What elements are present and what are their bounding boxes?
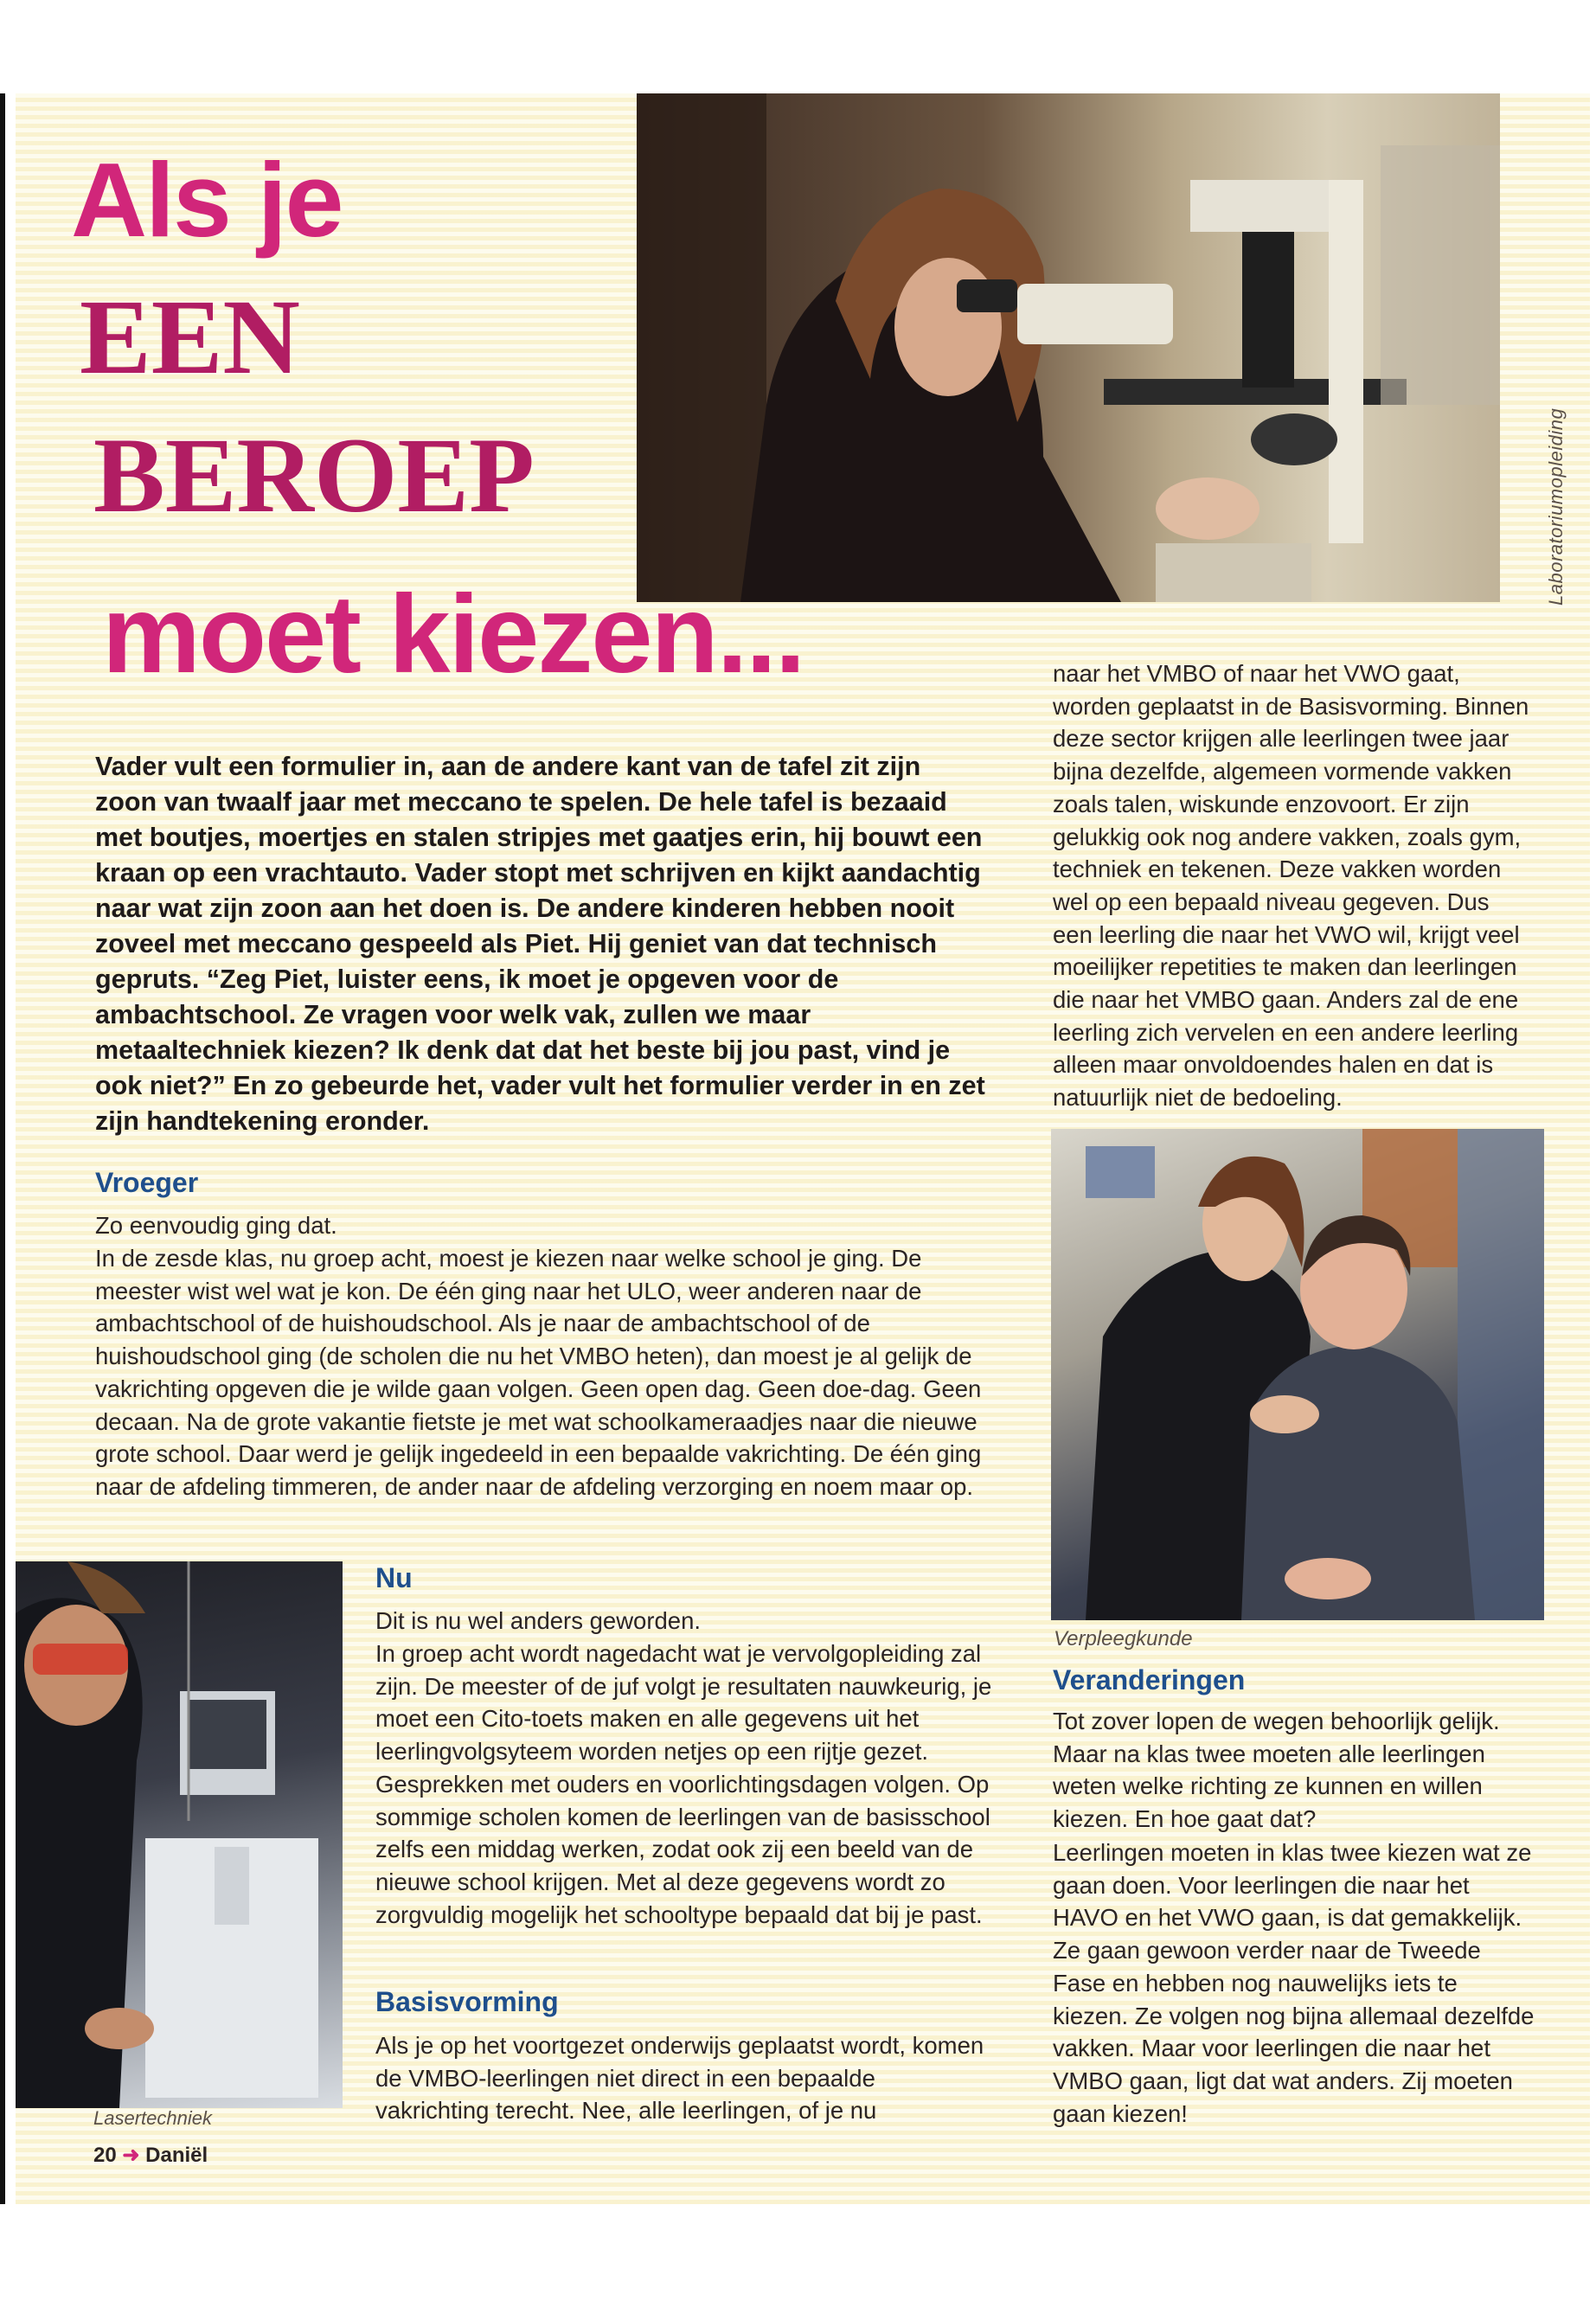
veranderingen-paragraph-1: Tot zover lopen de wegen behoorlijk gelijk. Maar na klas twee moeten alle leerlingen weten welke richting ze kunnen en willen kiezen. En hoe gaat dat? [1053, 1708, 1500, 1833]
lab-photo-caption: Laboratoriumopleiding [1545, 407, 1567, 606]
headline-line-2: EEN [80, 278, 300, 396]
nursing-photo [1051, 1129, 1544, 1620]
headline-line-1: Als je [71, 141, 343, 259]
veranderingen-paragraph-2: Leerlingen moeten in klas twee kiezen wat ze gaan doen. Voor leerlingen die naar het HAVO en het VWO gaan, is dat gemakkelijk. Ze gaan gewoon verder naar de Tweede Fase en hebben nog nauwelijks iets te kiezen. Ze volgen nog bijna allemaal dezelfde vakken. Maar voor leerlingen die naar het VMBO gaan, ligt dat wat anders. Zij moeten gaan kiezen! [1053, 1839, 1535, 2127]
vroeger-paragraph-1: Zo eenvoudig ging dat. [95, 1212, 337, 1239]
laboratory-photo [637, 93, 1500, 602]
headline-line-4: moet kiezen... [102, 573, 804, 696]
intro-paragraph: Vader vult een formulier in, aan de andere kant van de tafel zit zijn zoon van twaalf jaar met meccano te spelen. De hele tafel is bezaaid met boutjes, moertjes en stalen stripjes met gaatjes erin, hij bouwt een kraan op een vrachtauto. Vader stopt met schrijven en kijkt aandachtig naar wat zijn zoon aan het doen is. De andere kinderen hebben nooit zoveel met meccano gespeeld als Piet. Hij geniet van dat technisch gepruts. “Zeg Piet, luister eens, ik moet je opgeven voor de ambachtschool. Ze vragen voor welk vak, zullen we maar metaaltechniek kiezen? Ik denk dat dat het beste bij jou past, vind je ook niet?” En zo gebeurde het, vader vult het formulier verder in en zet zijn handtekening eronder. [95, 752, 985, 1136]
nu-paragraph-2: In groep acht wordt nagedacht wat je vervolgopleiding zal zijn. De meester of de juf volgt je resultaten nauwkeurig, je moet een Cito-toets maken en alle gegevens uit het leerlingvolgsyteem worden netjes op een rijtje gezet. Gesprekken met ouders en voorlichtingsdagen volgen. Op sommige scholen komen de leerlingen van de basisschool zelfs een middag werken, zodat ook zij een beeld van de nieuwe school krijgen. Met al deze gegevens wordt zo zorgvuldig mogelijk het schooltype bepaald dat bij je past. [375, 1640, 992, 1928]
page-edge [0, 93, 5, 2204]
nu-paragraph-1: Dit is nu wel anders geworden. [375, 1607, 702, 1634]
nursing-photo-caption: Verpleegkunde [1054, 1627, 1193, 1650]
vroeger-paragraph-2: In de zesde klas, nu groep acht, moest je kiezen naar welke school je ging. De meester wist wel wat je kon. De één ging naar het ULO, weer anderen naar de ambachtschool of de huishoudschool. Als je naar de ambachtschool of de huishoudschool ging (de scholen die nu het VMBO heten), dan moest je al gelijk de vakrichting opgeven die je wilde gaan volgen. Geen open dag. Geen doe-dag. Geen decaan. Na de grote vakantie fietste je met wat schoolkameraadjes naar die nieuwe grote school. Daar werd je gelijk ingedeeld in een bepaalde vakrichting. De één ging naar de afdeling timmeren, de ander naar de afdeling verzorging en noem maar op. [95, 1245, 982, 1500]
laser-photo-caption: Lasertechniek [93, 2107, 212, 2129]
basisvorming-paragraph: Als je op het voortgezet onderwijs geplaatst wordt, komen de VMBO-leerlingen niet direct in een bepaalde vakrichting terecht. Nee, alle leerlingen, of je nu [375, 2032, 984, 2125]
magazine-name: Daniël [145, 2144, 208, 2167]
section-heading-veranderingen: Veranderingen [1053, 1664, 1246, 1695]
headline-line-3: BEROEP [93, 416, 535, 535]
page-footer [93, 2143, 208, 2168]
section-heading-vroeger: Vroeger [95, 1167, 199, 1198]
arrow-right-icon: ➜ [122, 2144, 140, 2167]
laser-technique-photo [16, 1561, 343, 2108]
section-heading-basisvorming: Basisvorming [375, 1986, 559, 2017]
page-number: 20 [93, 2144, 117, 2167]
section-heading-nu: Nu [375, 1562, 413, 1593]
basisvorming-continued-paragraph: naar het VMBO of naar het VWO gaat, worden geplaatst in de Basisvorming. Binnen deze sector krijgen alle leerlingen twee jaar bijna dezelfde, algemeen vormende vakken zoals talen, wiskunde enzovoort. Er zijn gelukkig ook nog andere vakken, zoals gym, techniek en tekenen. Deze vakken worden wel op een bepaald niveau gegeven. Dus een leerling die naar het VWO wil, krijgt veel moeilijker repetities te maken dan leerlingen die naar het VMBO gaan. Anders zal de ene leerling zich vervelen en een andere leerling alleen maar onvoldoendes halen en dat is natuurlijk niet de bedoeling. [1053, 660, 1529, 1112]
